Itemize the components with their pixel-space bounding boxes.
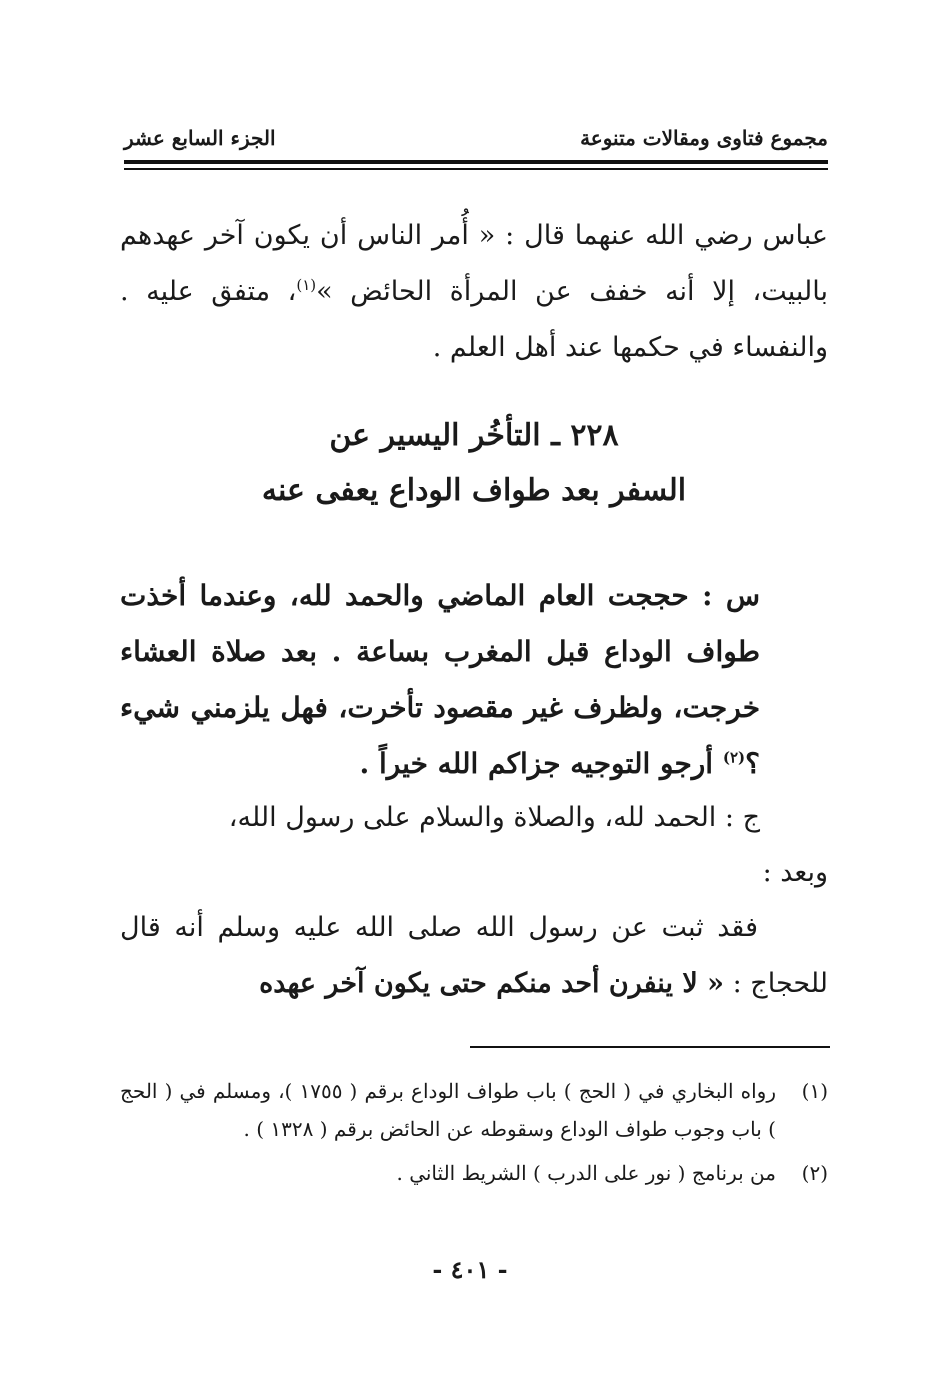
answer-opening-tail: وبعد : <box>762 857 828 888</box>
footnote-separator <box>470 1046 830 1048</box>
footnote-number: (١) <box>801 1079 828 1103</box>
footnote-text: من برنامج ( نور على الدرب ) الشريط الثاني . <box>396 1161 776 1185</box>
section-heading-line-2: السفر بعد طواف الوداع يعفى عنه <box>261 473 687 508</box>
header-rule-thick <box>124 160 828 164</box>
book-title: مجموع فتاوى ومقالات متنوعة <box>580 126 828 150</box>
hadith-quote: « لا ينفرن أحد منكم حتى يكون آخر عهده <box>259 968 725 999</box>
question-text: س : حججت العام الماضي والحمد لله، وعندما أخذت طواف الوداع قبل المغرب بساعة . بعد صلاة العشاء خرجت، ولظرف غير مقصود تأخرت، فهل يلزمني شيء ؟ <box>120 579 760 780</box>
footnote-ref-1[interactable]: (١) <box>296 276 317 294</box>
header-rule-thin <box>124 168 828 170</box>
question-paragraph <box>120 568 760 792</box>
intro-text: عباس رضي الله عنهما قال : « أُمر الناس أن يكون آخر عهدهم بالبيت، إلا أنه خفف عن المرأة الحائض » <box>120 220 828 307</box>
page-number: - ٤٠١ - <box>432 1255 508 1284</box>
answer-opening: ج : الحمد لله، والصلاة والسلام على رسول الله، <box>228 802 760 833</box>
intro-paragraph <box>120 208 828 376</box>
volume-title: الجزء السابع عشر <box>124 126 276 150</box>
answer-paragraph <box>120 900 828 1012</box>
footnote-1 <box>120 1072 828 1148</box>
answer-text: فقد ثبت عن رسول الله صلى الله عليه وسلم أنه قال للحجاج : <box>120 912 828 999</box>
footnotes <box>120 1072 828 1192</box>
footnote-text: رواه البخاري في ( الحج ) باب طواف الوداع برقم ( ١٧٥٥ )، ومسلم في ( الحج ) باب وجوب طواف الوداع وسقوطه عن الحائض برقم ( ١٣٢٨ ) . <box>120 1079 776 1141</box>
section-heading-line-1: ٢٢٨ ـ التأخُر اليسير عن <box>329 418 619 453</box>
footnote-2 <box>120 1154 828 1192</box>
intro-text-tail: ، متفق عليه . والنفساء في حكمها عند أهل العلم . <box>120 276 828 363</box>
footnote-number: (٢) <box>801 1161 828 1185</box>
question-tail: أرجو التوجيه جزاكم الله خيراً . <box>359 747 723 780</box>
footnote-ref-2[interactable]: (٢) <box>722 748 746 767</box>
